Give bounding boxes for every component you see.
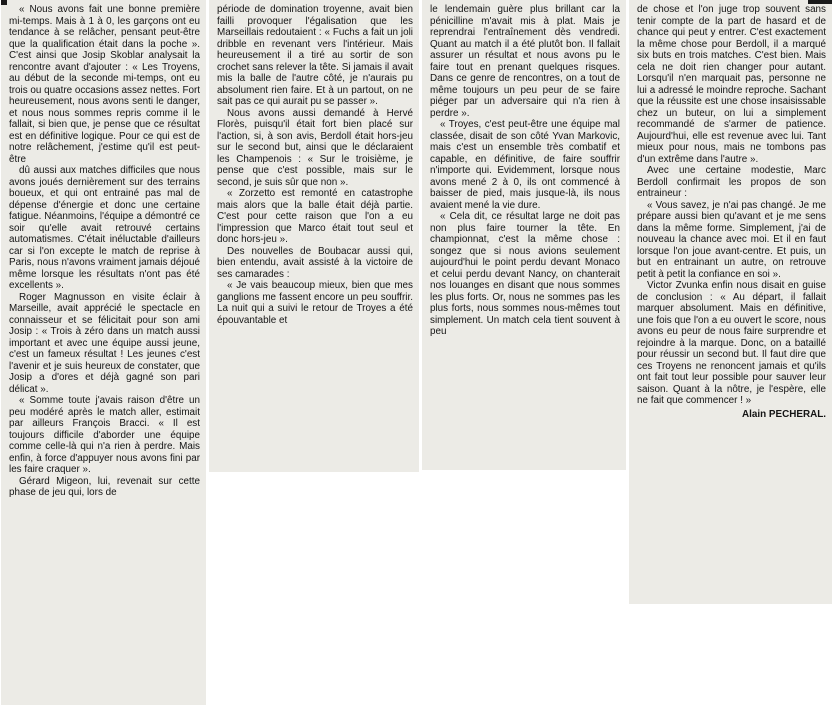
column-1-paragraph: Roger Magnusson en visite éclair à Marseille, avait apprécié le spectacle en connaisseur et se félicitait pour son ami Josip : « Trois à zéro dans un match aussi important et avec une équipe aussi jeune, c'est un fameux résultat ! Les jeunes c'est l'avenir et je suis heureux de constater, que Josip a d'ores et déjà gagné son pari délicat ». xyxy=(9,291,200,395)
column-4-paragraph: Avec une certaine modestie, Marc Berdoll confirmait les propos de son entraineur : xyxy=(637,165,826,199)
scan-shadow xyxy=(808,0,832,4)
scan-shadow xyxy=(1,0,7,5)
column-4-paragraph: de chose et l'on juge trop souvent sans tenir compte de la part de hasard et de chance qui peut y entrer. C'est exactement la même chose pour Berdoll, il a marqué six buts en trois matches. C'est bien. Mais cela ne doit rien changer pour autant. Lorsqu'il n'en marquait pas, personne ne lui a adressé le moindre reproche. Sachant que la réussite est une chose insaisissable chez un buteur, on lui a simplement recommandé de s'armer de patience. Aujourd'hui, elle est revenue avec lui. Tant mieux pour nous, mais ne tombons pas d'un extrême dans l'autre ». xyxy=(637,4,826,165)
article-column-3 xyxy=(422,0,626,470)
author-signature: Alain PECHERAL. xyxy=(742,408,826,420)
column-1-paragraph: « Nous avons fait une bonne première mi-temps. Mais à 1 à 0, les garçons ont eu tendance à se relâcher, pensant peut-être que la qualification était dans la poche ». C'est ainsi que Josip Skoblar analysait la rencontre avant d'ajouter : « Les Troyens, au début de la seconde mi-temps, ont eu trois ou quatre occasions assez nettes. Fort heureusement, nous avons senti le danger, et nous nous sommes repris comme il le fallait, si bien que, je pense que ce résultat est en définitive logique. Pour ce qui est de notre relâchement, j'estime qu'il est peut-être xyxy=(9,4,201,165)
article-column-2 xyxy=(209,0,419,472)
column-4-paragraph: « Vous savez, je n'ai pas changé. Je me prépare aussi bien qu'avant et je me sens dans la même forme. Simplement, j'ai de nouveau la chance avec moi. Et il en faut lorsque l'on joue avant-centre. Et puis, un but en entrainant un autre, on retrouve petit à petit la confiance en soi ». xyxy=(637,199,826,280)
column-3-paragraph: « Troyes, c'est peut-être une équipe mal classée, disait de son côté Yvan Markovic, mais c'est un ensemble très combatif et capable, en définitive, de faire souffrir n'importe qui. Evidemment, lorsque nous avons mené 2 à 0, ils ont commencé à baisser de pied, mais jusque-là, ils nous avaient mené la vie dure. xyxy=(430,119,620,211)
column-2-paragraph: « Zorzetto est remonté en catastrophe mais alors que la balle était déjà partie. C'est pour cette raison que l'on a eu l'impression que Marco était tout seul et donc hors-jeu ». xyxy=(217,188,413,245)
article-column-4 xyxy=(629,0,832,604)
column-3-paragraph: le lendemain guère plus brillant car la pénicilline m'avait mis à plat. Mais je reprendrai l'entraînement dès vendredi. Quant au match il a été plutôt bon. Il fallait assurer un résultat et nous avons pu le faire tout en prenant quelques risques. Dans ce genre de rencontres, on a tout de même toujours un peu peur de se faire piéger par un adversaire qui n'a rien à perdre ». xyxy=(430,4,620,119)
column-1-paragraph: « Somme toute j'avais raison d'être un peu modéré après le match aller, estimait par ailleurs François Bracci. « Il est toujours difficile d'aborder une équipe comme celle-là qui n'a rien à perdre. Mais enfin, à force d'appuyer nous avons fini par les faire craquer ». xyxy=(9,395,200,475)
column-1-paragraph: dû aussi aux matches difficiles que nous avons joués dernièrement sur des terrains boueux, et qui ont entrainé pas mal de dépense d'énergie et donc une certaine fatigue. Néanmoins, l'équipe a démontré ce soir qu'elle avait retrouvé certains automatismes. C'était inéluctable d'ailleurs car si l'on excepte le match de reprise à Paris, nous n'avons vraiment jamais déjoué même lorsque les résultats n'ont pas été excellents ». xyxy=(9,165,200,291)
column-2-paragraph: période de domination troyenne, avait bien failli provoquer l'égalisation que les Marseillais redoutaient : « Fuchs a fait un joli dribble en revenant vers l'intérieur. Mais heureusement il a tiré au sortir de son crochet sans relever la tête. Si jamais il avait mis la balle de l'autre côté, je n'aurais pu absolument rien faire. Et à un partout, on ne sait pas ce qui aurait pu se passer ». xyxy=(217,4,413,107)
column-1-paragraph: Gérard Migeon, lui, revenait sur cette phase de jeu qui, lors de xyxy=(9,475,200,498)
column-3-paragraph: « Cela dit, ce résultat large ne doit pas non plus faire tourner la tête. En championnat, c'est la même chose : songez que si nous avions seulement aujourd'hui le point perdu devant Monaco et celui perdu devant Nancy, on chanterait nos louanges en disant que nous sommes les plus forts. Or, nous ne sommes pas les plus forts, nous sommes nous-mêmes tout simplement. Un match cela tient souvent à peu xyxy=(430,211,620,337)
column-4-paragraph: Victor Zvunka enfin nous disait en guise de conclusion : « Au départ, il fallait marquer absolument. Mais en définitive, une fois que l'on a eu ouvert le score, nous avons eu peur de nous faire surprendre et rejoindre à la marque. Donc, on a bataillé pour réussir un second but. Il faut dire que ces Troyens ne renoncent jamais et qu'ils ont fait tout leur possible pour sauver leur saison. Quant à la nôtre, je l'espère, elle ne fait que commencer ! » xyxy=(637,280,826,406)
column-2-paragraph: Des nouvelles de Boubacar aussi qui, bien entendu, avait assisté à la victoire de ses camarades : xyxy=(217,245,413,280)
column-2-paragraph: Nous avons aussi demandé à Hervé Florès, puisqu'il était fort bien placé sur l'action, si, à son avis, Berdoll était hors-jeu sur le second but, ainsi que le déclaraient les Champenois : « Sur le troisième, je pense que c'est possible, mais sur le second, je suis sûr que non ». xyxy=(217,107,413,188)
column-2-paragraph: « Je vais beaucoup mieux, bien que mes ganglions me fassent encore un peu souffrir. La nuit qui a suivi le retour de Troyes a été épouvantable et xyxy=(217,280,413,326)
article-column-1 xyxy=(1,0,206,705)
